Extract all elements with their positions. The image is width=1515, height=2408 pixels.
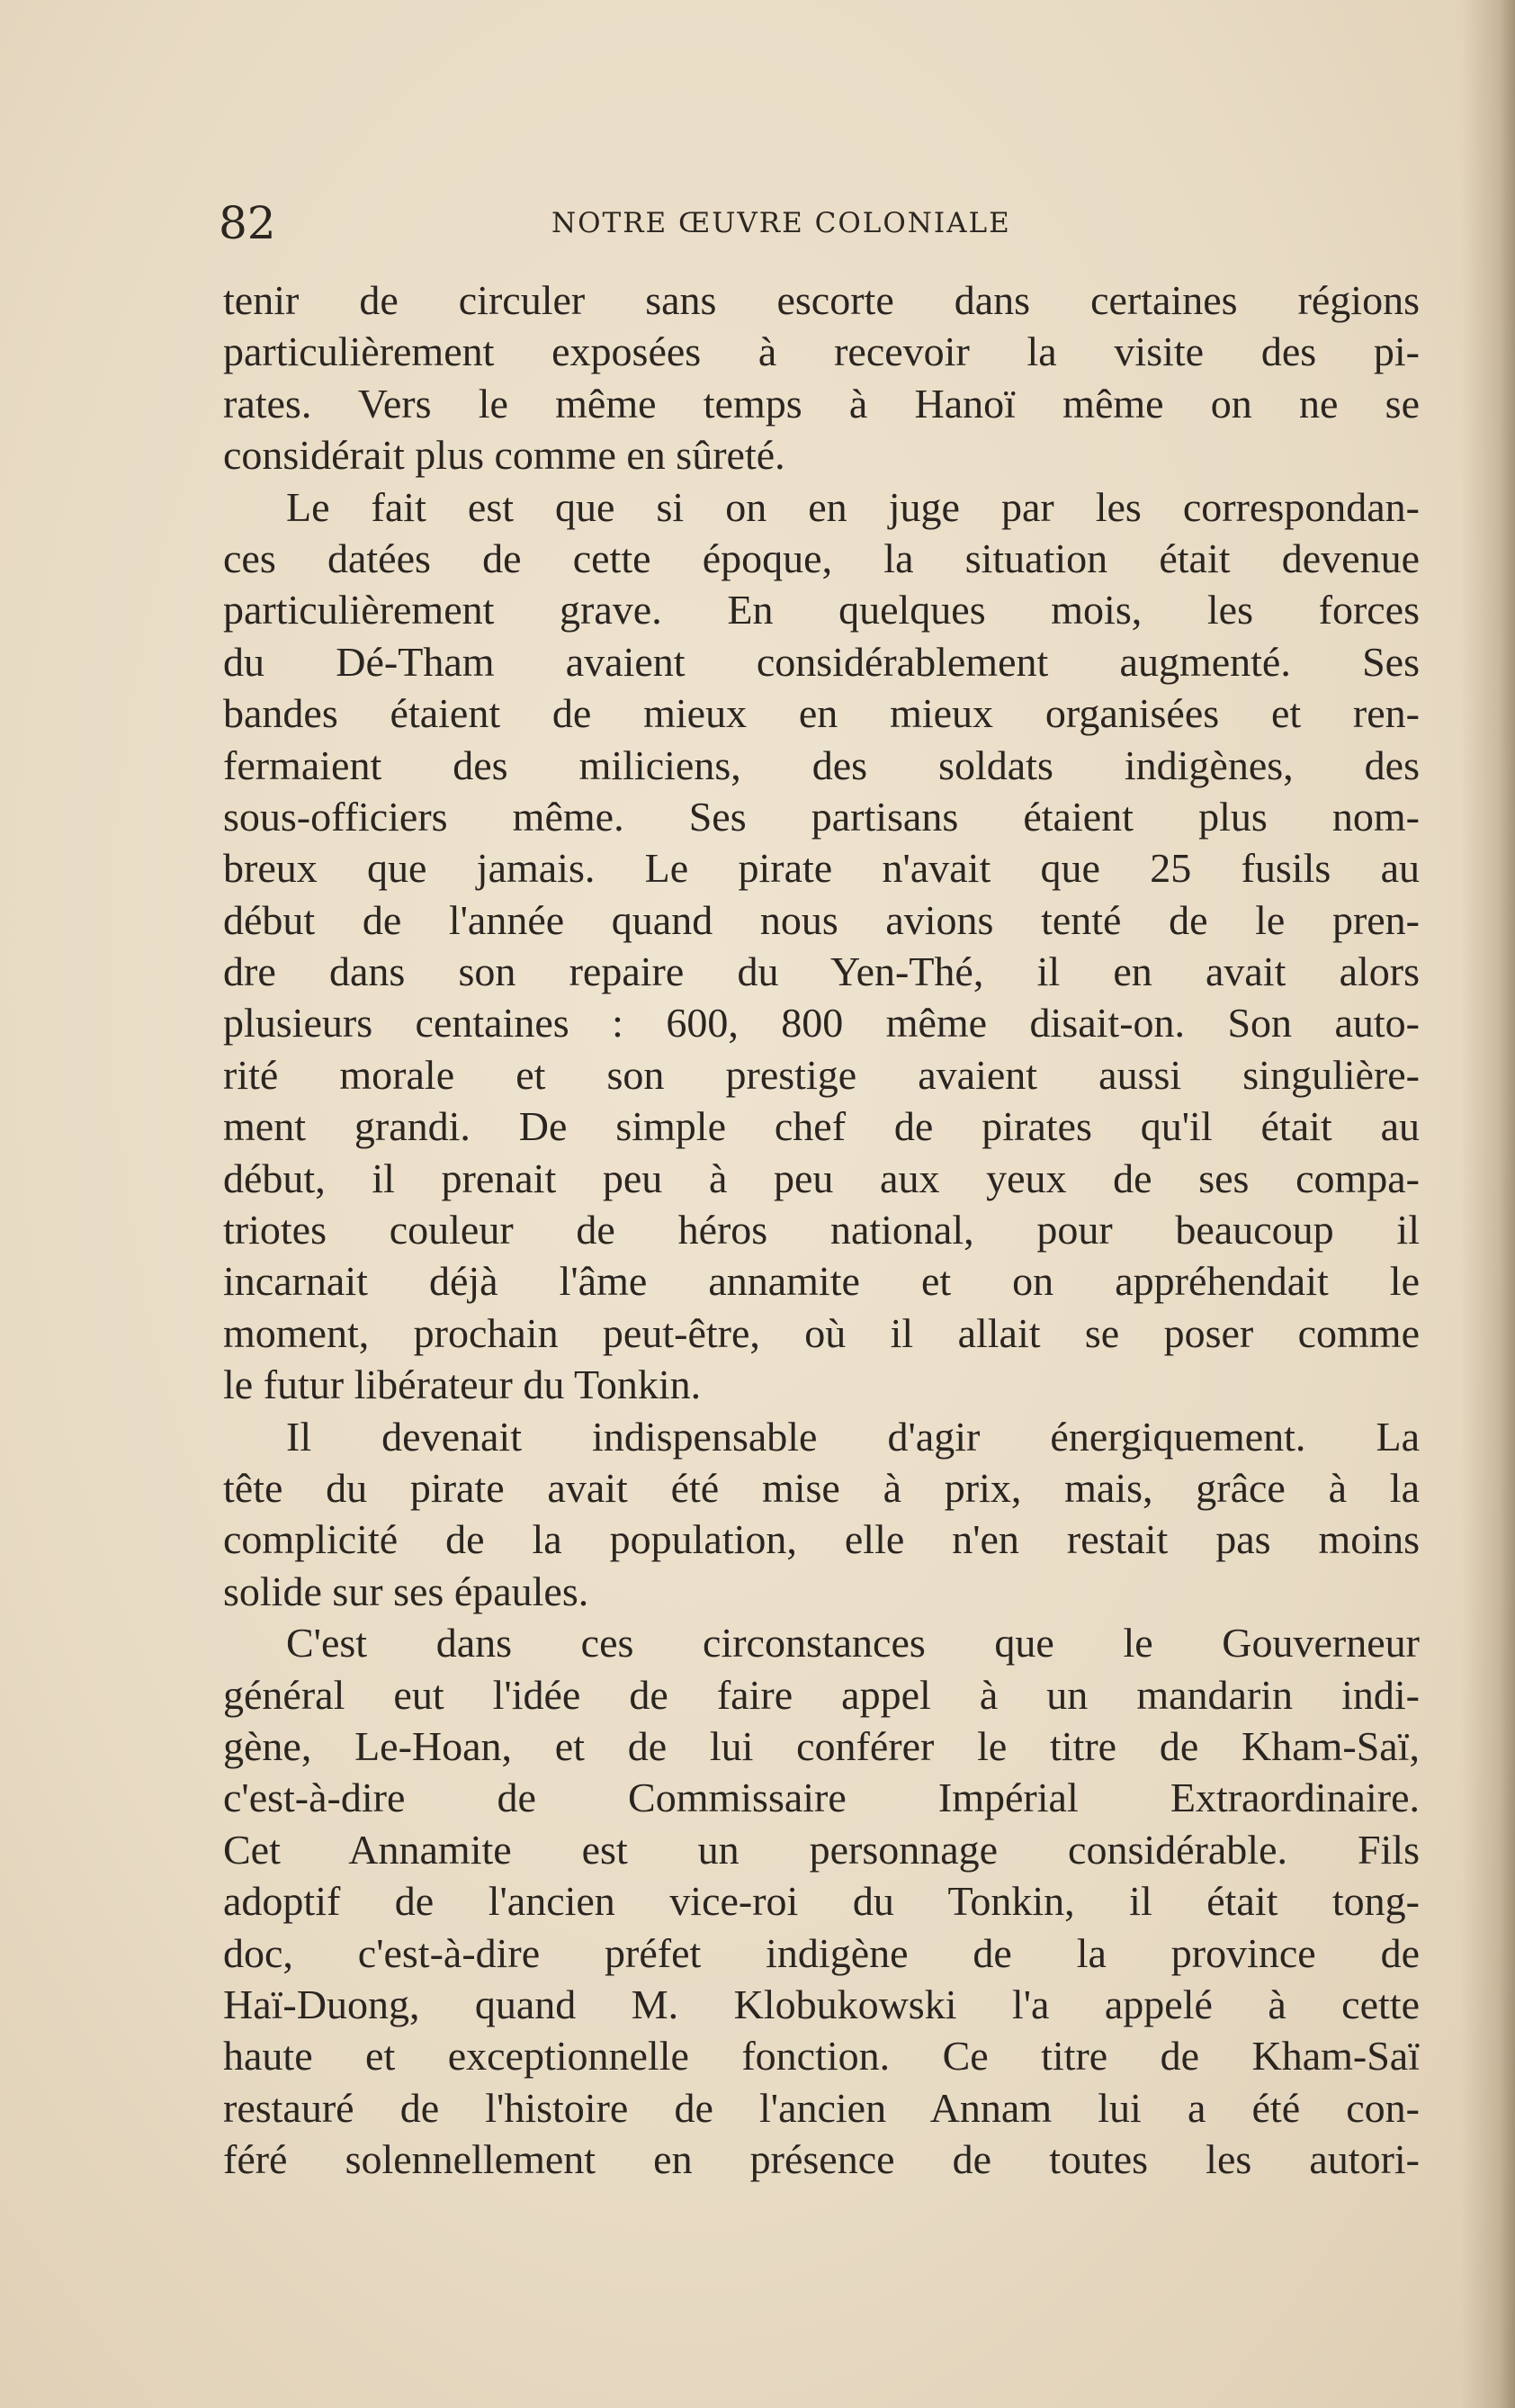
text-line: gène, Le-Hoan, et de lui conférer le titre de Kham-Saï,: [223, 1722, 1420, 1769]
text-line: C'est dans ces circonstances que le Gouverneur: [286, 1620, 1420, 1667]
text-line: début, il prenait peu à peu aux yeux de ses compa-: [223, 1155, 1420, 1201]
text-line: Haï-Duong, quand M. Klobukowski l'a appelé à cette: [223, 1981, 1420, 2027]
text-line: le futur libérateur du Tonkin.: [223, 1361, 702, 1408]
body-text: [223, 274, 1420, 2185]
paragraph-1: [223, 274, 1420, 481]
text-line: haute et exceptionnelle fonction. Ce titre de Kham-Saï: [223, 2033, 1420, 2080]
text-line: breux que jamais. Le pirate n'avait que 25 fusils au: [223, 845, 1420, 892]
text-line: considérait plus comme en sûreté.: [223, 432, 785, 479]
text-line: bandes étaient de mieux en mieux organisées et ren-: [223, 690, 1420, 737]
text-line: sous-officiers même. Ses partisans étaient plus nom-: [223, 793, 1420, 840]
page-number: 82: [219, 197, 276, 249]
text-line: particulièrement exposées à recevoir la visite des pi-: [223, 328, 1420, 375]
paragraph-4: [223, 1617, 1420, 2185]
text-line: doc, c'est-à-dire préfet indigène de la province de: [223, 1929, 1420, 1976]
text-line: dre dans son repaire du Yen-Thé, il en avait alors: [223, 948, 1420, 995]
text-line: féré solennellement en présence de toutes les autori-: [223, 2136, 1420, 2183]
text-line: début de l'année quand nous avions tenté de le pren-: [223, 896, 1420, 943]
paragraph-2: [223, 481, 1420, 1411]
text-line: ment grandi. De simple chef de pirates qu'il était au: [223, 1103, 1420, 1150]
text-line: Le fait est que si on en juge par les correspondan-: [286, 483, 1420, 530]
text-line: du Dé-Tham avaient considérablement augmenté. Ses: [223, 638, 1420, 685]
text-line: adoptif de l'ancien vice-roi du Tonkin, il était tong-: [223, 1878, 1420, 1925]
text-line: complicité de la population, elle n'en restait pas moins: [223, 1516, 1420, 1563]
text-line: tenir de circuler sans escorte dans certaines régions: [223, 277, 1420, 323]
text-line: rates. Vers le même temps à Hanoï même on ne se: [223, 380, 1420, 427]
text-line: fermaient des miliciens, des soldats indigènes, des: [223, 741, 1420, 788]
text-line: rité morale et son prestige avaient aussi singulière-: [223, 1051, 1420, 1098]
text-line: tête du pirate avait été mise à prix, mais, grâce à la: [223, 1464, 1420, 1511]
page-edge-shadow: [1461, 0, 1515, 2408]
text-line: particulièrement grave. En quelques mois, les forces: [223, 587, 1420, 633]
page-header: [219, 196, 1429, 250]
text-line: solide sur ses épaules.: [223, 1568, 589, 1614]
text-line: triotes couleur de héros national, pour beaucoup il: [223, 1207, 1420, 1253]
text-line: ces datées de cette époque, la situation était devenue: [223, 535, 1420, 581]
text-line: restauré de l'histoire de l'ancien Annam lui a été con-: [223, 2084, 1420, 2131]
text-line: Il devenait indispensable d'agir énergiquement. La: [286, 1413, 1420, 1460]
text-line: incarnait déjà l'âme annamite et on appréhendait le: [223, 1258, 1420, 1305]
text-line: général eut l'idée de faire appel à un mandarin indi-: [223, 1671, 1420, 1718]
text-line: moment, prochain peut-être, où il allait se poser comme: [223, 1309, 1420, 1356]
paragraph-3: [223, 1411, 1420, 1618]
text-line: c'est-à-dire de Commissaire Impérial Extraordinaire.: [223, 1775, 1420, 1821]
text-line: Cet Annamite est un personnage considérable. Fils: [223, 1826, 1420, 1873]
running-head: NOTRE ŒUVRE COLONIALE: [551, 207, 1011, 239]
text-line: plusieurs centaines : 600, 800 même disait-on. Son auto-: [223, 1000, 1420, 1047]
